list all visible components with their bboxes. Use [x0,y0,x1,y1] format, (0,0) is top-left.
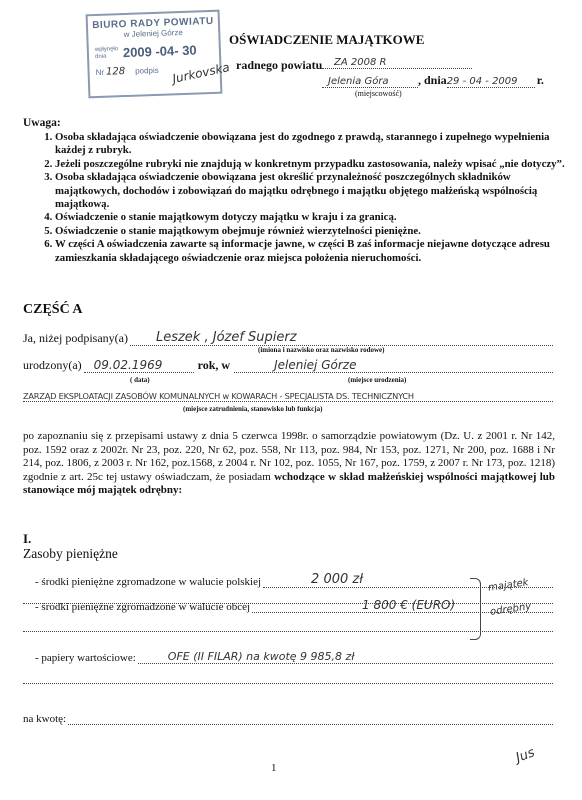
date-label: , dnia [418,73,447,87]
employer-handwriting: ZARZĄD EKSPLOATACJI ZASOBÓW KOMUNALNYCH w KOWARACH - SPECJALISTA DS. TECHNICZNYCH [23,391,553,402]
name-handwriting: Leszek , Józef Supierz [130,330,553,346]
note-item: 5. Oświadczenie o stanie majątkowym obejmuje również wierzytelności pieniężne. [55,225,565,238]
document-title: OŚWIADCZENIE MAJĄTKOWE [229,32,425,47]
place-caption: (miejscowość) [355,89,402,98]
received-stamp [86,10,223,99]
pln-label: - środki pieniężne zgromadzone w walucie polskiej [35,576,262,588]
note-item: 3. Osoba składająca oświadczenie obowiązana jest określić przynależność poszczególnych składników majątkowych, dochodów i zobowiązań do majątku odrębnego i majątku objętego małżeńską wspólnością majątkową. [55,171,565,211]
born-place-caption: (miejsce urodzenia) [348,376,407,384]
document-subtitle: radnego powiatu [236,58,323,72]
footer-initials: Jus [514,745,537,766]
stamp-number: 128 [105,66,126,78]
stamp-received-label: wpłynęło dnia [94,45,119,60]
stamp-received-date: 2009 -04- 30 [122,42,197,61]
side-note-1: majątek [487,577,530,594]
section-numeral: I. [23,531,32,546]
year-handwriting: ZA 2008 R [334,57,387,68]
page-number: 1 [271,762,277,774]
notes-list [33,131,565,265]
stamp-city: w Jeleniej Górze [123,27,183,40]
side-note-2: odrębny [489,601,532,618]
fx-label: - środki pieniężne zgromadzone w walucie obcej [35,601,251,613]
law-bold: wchodzące w skład małżeńskiej wspólności majątkowej lub stanowiące mój majątek odrębny: [23,470,555,497]
date-suffix: r. [536,73,544,87]
year-field [322,52,472,69]
born-date-handwriting: 09.02.1969 [84,358,194,373]
amount-label: na kwotę: [23,713,67,725]
stamp-signature-label: podpis [134,65,159,76]
place-handwriting: Jelenia Góra [322,76,418,88]
section-title: Zasoby pieniężne [23,546,118,561]
name-label: Ja, niżej podpisany(a) [23,331,128,345]
securities-label: - papiery wartościowe: [35,652,136,664]
stamp-office: BIURO RADY POWIATU [92,15,214,32]
note-item: 6. W części A oświadczenia zawarte są informacje jawne, w części B zaś informacje niejawne dotyczące adresu zamieszkania składającego oświadczenie oraz miejsca położenia nieruchomości. [55,238,565,265]
note-item: 2. Jeżeli poszczególne rubryki nie znajdują w konkretnym przypadku zastosowania, należy wpisać „nie dotyczy”. [55,158,565,171]
born-label: urodzony(a) [23,358,82,372]
name-caption: (imiona i nazwisko oraz nazwisko rodowe) [258,346,385,354]
securities-handwriting: OFE (II FILAR) na kwotę 9 985,8 zł [138,650,553,664]
notes-title: Uwaga: [23,117,61,129]
employer-caption: (miejsce zatrudnienia, stanowisko lub funkcja) [183,405,323,413]
born-place-handwriting: Jeleniej Górze [234,358,553,373]
law-text: po zapoznaniu się z przepisami ustawy z dnia 5 czerwca 1998r. o samorządzie powiatowym (Dz. U. z 2001 r. Nr 142, poz. 1592 oraz z 2002r. Nr 23, poz. 220, Nr 62, poz. 558, Nr 113, poz. 984, Nr 153, poz. 1271, Nr 200, poz. 1688 i Nr 214, poz. 1806, z 2003 r. Nr 162, poz.1568, z 2004 r. Nr 102, poz. 1055, Nr 167, poz. 1759, z 2007 r. Nr 173, poz. 1218) zgodnie z art. 25c tej ustawy oświadczam, że posiadam [23,430,555,483]
amount-field [68,712,553,725]
note-item: 1. Osoba składająca oświadczenie obowiązana jest do zgodnego z prawdą, starannego i zupełnego wypełnienia każdej z rubryk. [55,131,565,158]
pln-handwriting: 2 000 zł [263,572,553,588]
side-bracket [470,578,481,640]
stamp-number-label: Nr [95,67,105,78]
date-handwriting: 29 - 04 - 2009 [447,76,535,88]
securities-extra-line [23,682,553,684]
note-item: 4. Oświadczenie o stanie majątkowym dotyczy majątku w kraju i za granicą. [55,211,565,224]
part-a-heading: CZĘŚĆ A [23,302,83,317]
fx-handwriting: 1 800 € (EURO) [252,598,553,613]
born-rok: rok, w [197,358,231,372]
stamp-signature: Jurkovska [171,60,231,86]
born-date-caption: ( data) [130,376,150,384]
